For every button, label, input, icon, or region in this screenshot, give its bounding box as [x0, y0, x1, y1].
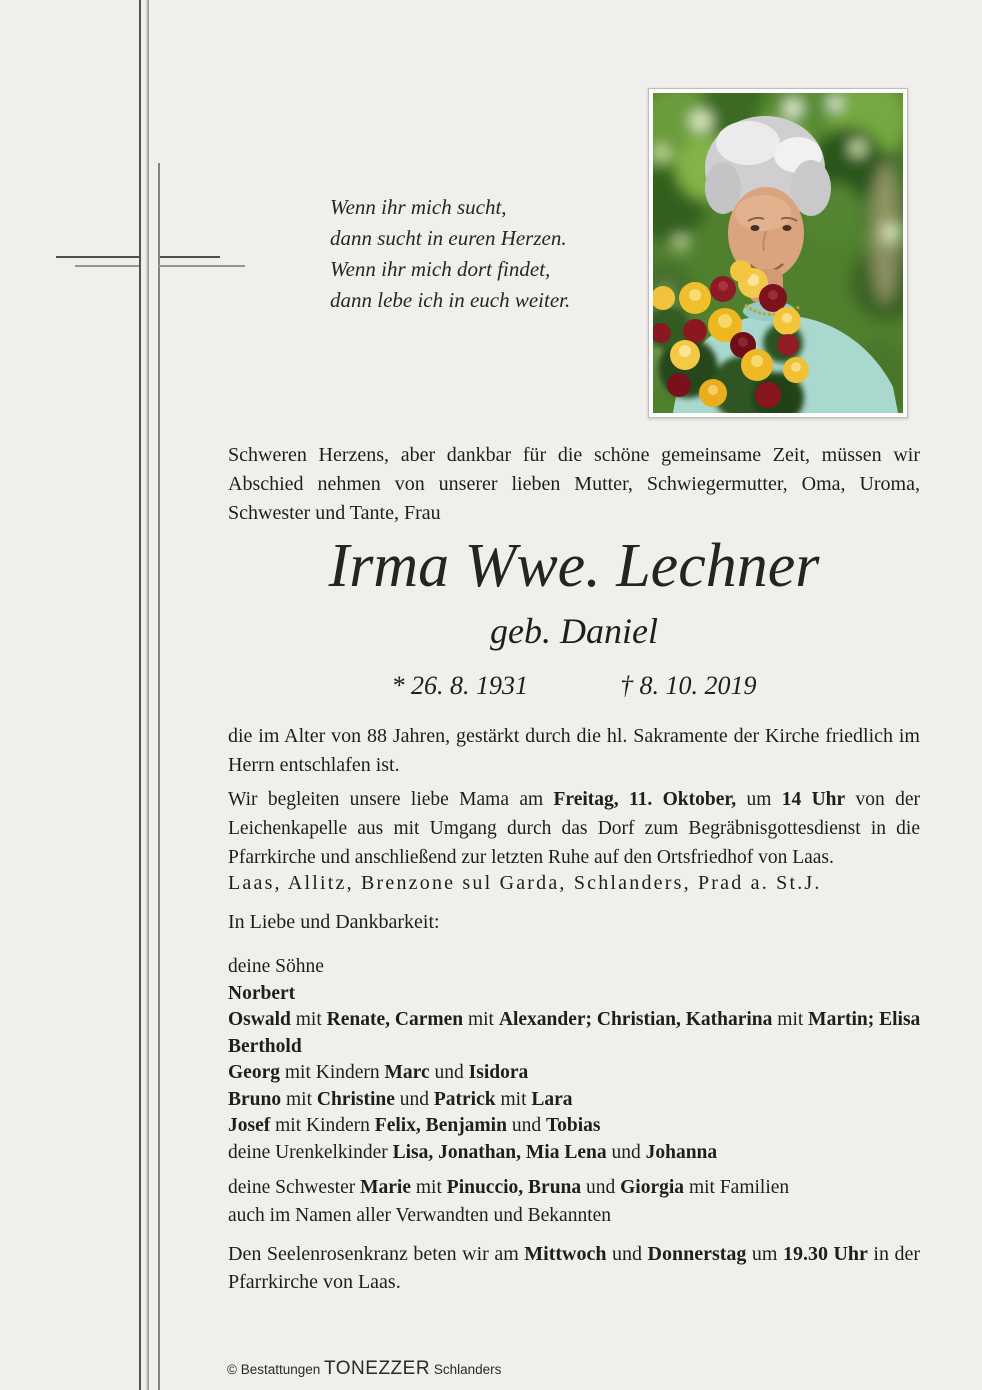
- emphasized-name: Martin; Elisa: [808, 1009, 921, 1030]
- text-run: deine Schwester: [228, 1177, 361, 1198]
- rosary-paragraph: [228, 1241, 920, 1296]
- text-run: mit: [411, 1177, 447, 1198]
- emphasized-name: Bruno: [228, 1088, 282, 1110]
- cross-vertical-line: [139, 0, 141, 1390]
- text-run: von der Leichenkapelle aus mit Umgang durch das Dorf zum Begräbnisgottesdienst in die Pfarrkirche und anschließend zur letzten Ruhe auf den Ortsfriedhof von Laas.: [228, 789, 921, 868]
- text-run: mit: [463, 1009, 499, 1030]
- emphasized-name: Tobias: [545, 1115, 601, 1136]
- deceased-name: Irma Wwe. Lechner: [328, 532, 820, 600]
- emphasized-name: Lisa, Jonathan, Mia Lena: [392, 1142, 607, 1163]
- text-run: und: [429, 1062, 469, 1083]
- text-run: Den Seelenrosenkranz beten wir am: [228, 1243, 525, 1265]
- mourner-line: [228, 1174, 920, 1202]
- emphasized-name: Mittwoch: [524, 1243, 607, 1265]
- cross-horizontal-shadow-right: [158, 265, 245, 267]
- quote-line: dann lebe ich in euch weiter.: [330, 288, 571, 312]
- portrait-photo: [648, 88, 908, 418]
- emphasized-name: Giorgia: [620, 1177, 685, 1198]
- sister-block: [228, 1174, 920, 1229]
- text-run: mit Familien: [684, 1177, 790, 1198]
- emphasized-name: Isidora: [468, 1062, 529, 1083]
- emphasized-name: Pinuccio, Bruna: [446, 1177, 582, 1198]
- text-run: und: [606, 1142, 646, 1163]
- mourner-line: [228, 1087, 920, 1114]
- emphasized-name: Freitag, 11. Oktober,: [553, 789, 737, 810]
- text-run: und: [581, 1177, 621, 1198]
- emphasized-name: Johanna: [645, 1142, 718, 1163]
- life-dates: [228, 671, 920, 701]
- cross-vertical-bevel-line: [146, 0, 149, 1390]
- death-date: † 8. 10. 2019: [620, 671, 757, 700]
- emphasized-name: Georg: [228, 1062, 280, 1083]
- text-run: auch im Namen aller Verwandten und Bekannten: [228, 1204, 612, 1226]
- birth-date: * 26. 8. 1931: [391, 671, 528, 700]
- places-line: Laas, Allitz, Brenzone sul Garda, Schlanders, Prad a. St.J.: [228, 872, 822, 894]
- mourner-line: [228, 1113, 920, 1140]
- emphasized-name: 14 Uhr: [781, 789, 846, 810]
- mourner-line: [228, 1202, 920, 1230]
- emphasized-name: Felix, Benjamin: [374, 1115, 507, 1136]
- emphasized-name: Berthold: [228, 1035, 302, 1057]
- text-run: und: [394, 1088, 434, 1110]
- cross-vertical-shadow-line: [158, 163, 160, 1390]
- dedication-line: In Liebe und Dankbarkeit:: [228, 911, 440, 933]
- emphasized-name: Renate, Carmen: [326, 1009, 464, 1030]
- mourner-line: [228, 954, 920, 981]
- quote-line: dann sucht in euren Herzen.: [330, 226, 567, 250]
- emphasized-name: Lara: [531, 1088, 573, 1110]
- emphasized-name: Christine: [316, 1088, 395, 1110]
- text-run: und: [506, 1115, 546, 1136]
- mourner-line: [228, 981, 920, 1008]
- footer-prefix: © Bestattungen: [227, 1362, 325, 1377]
- portrait-illustration: [653, 93, 903, 413]
- text-run: mit: [495, 1088, 532, 1110]
- funeral-home-footer: [227, 1358, 501, 1380]
- emphasized-name: 19.30 Uhr: [782, 1243, 868, 1265]
- quote-line: Wenn ihr mich sucht,: [330, 195, 507, 219]
- text-run: deine Urenkelkinder: [228, 1142, 393, 1163]
- cross-horizontal-line-right: [160, 256, 220, 258]
- quote-line: Wenn ihr mich dort findet,: [330, 257, 551, 281]
- text-run: mit: [290, 1009, 327, 1030]
- maiden-name: geb. Daniel: [490, 611, 658, 651]
- text-run: mit: [772, 1009, 809, 1030]
- emphasized-name: Josef: [228, 1115, 271, 1136]
- emphasized-name: Patrick: [433, 1088, 496, 1110]
- emphasized-name: Donnerstag: [647, 1243, 747, 1265]
- cross-horizontal-line-left: [56, 256, 139, 258]
- text-run: mit Kindern: [279, 1062, 385, 1083]
- emphasized-name: Oswald: [228, 1009, 291, 1030]
- emphasized-name: Norbert: [228, 982, 296, 1004]
- mourners-sons-list: [228, 954, 920, 1140]
- text-run: mit Kindern: [270, 1115, 375, 1136]
- great-grandchildren-line: [228, 1142, 920, 1164]
- mourner-line: [228, 1034, 920, 1061]
- text-run: in der Pfarrkirche von Laas.: [228, 1243, 921, 1293]
- text-run: und: [606, 1243, 648, 1265]
- emphasized-name: Marie: [360, 1177, 412, 1198]
- cross-horizontal-shadow-left: [75, 265, 139, 267]
- text-run: Wir begleiten unsere liebe Mama am: [228, 789, 554, 810]
- text-run: um: [746, 1243, 783, 1265]
- memorial-quote: [330, 192, 570, 316]
- funeral-paragraph: [228, 785, 920, 872]
- passing-paragraph: die im Alter von 88 Jahren, gestärkt durch die hl. Sakramente der Kirche friedlich im Herrn entschlafen ist.: [228, 725, 920, 776]
- funeral-home-brand: TONEZZER: [324, 1358, 431, 1379]
- text-run: deine Söhne: [228, 956, 324, 977]
- text-run: um: [736, 789, 782, 810]
- mourner-line: [228, 1007, 920, 1034]
- text-run: mit: [281, 1088, 317, 1110]
- footer-suffix: Schlanders: [430, 1362, 502, 1377]
- mourner-line: [228, 1060, 920, 1087]
- emphasized-name: Alexander; Christian, Katharina: [498, 1009, 773, 1030]
- intro-paragraph: Schweren Herzens, aber dankbar für die schöne gemeinsame Zeit, müssen wir Abschied nehmen von unserer lieben Mutter, Schwiegermutter, Oma, Uroma, Schwester und Tante, Frau: [228, 444, 920, 524]
- emphasized-name: Marc: [384, 1062, 430, 1083]
